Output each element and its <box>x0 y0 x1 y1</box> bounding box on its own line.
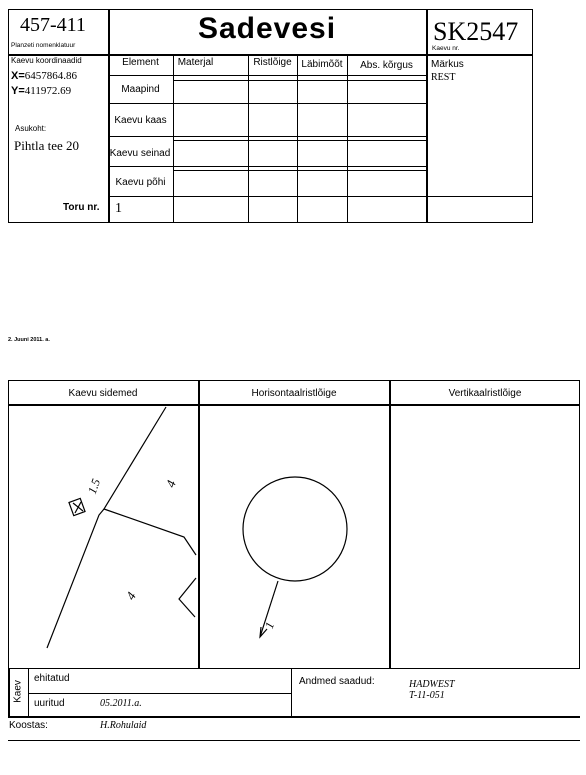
sketch-label: 1.5 <box>84 476 104 496</box>
data-source-value: T-11-051 <box>409 690 445 701</box>
divider <box>28 693 291 694</box>
sketch-label: 4 <box>122 589 139 603</box>
section-title-connections: Kaevu sidemed <box>68 388 138 399</box>
divider <box>8 54 533 56</box>
nomenclature: 457-411 <box>20 14 86 36</box>
divider <box>108 75 426 76</box>
well-circle <box>243 477 347 581</box>
data-source-label: Andmed saadud: <box>299 676 375 687</box>
divider <box>291 669 292 716</box>
plot-boundary <box>47 509 104 648</box>
column-header: Abs. kõrgus <box>360 60 413 71</box>
cross-section-sketch <box>200 405 389 668</box>
pipe-label: Toru nr. <box>63 202 100 213</box>
coord-x-label: X= <box>11 70 25 82</box>
divider <box>8 716 580 718</box>
column-header: Läbimõõt <box>301 59 343 70</box>
plot-boundary <box>104 407 196 555</box>
divider <box>426 9 428 223</box>
divider <box>108 136 426 137</box>
divider <box>173 170 426 171</box>
section-title-vertical: Vertikaalristlõige <box>448 388 522 399</box>
coord-y <box>11 85 71 97</box>
column-header: Ristlõige <box>253 57 292 68</box>
section-title-horizontal: Horisontaalristlõige <box>251 388 337 399</box>
column-header: Materjal <box>177 57 214 68</box>
coord-y-value: 411972.69 <box>24 85 72 97</box>
remark-value: REST <box>431 72 456 83</box>
side-label: Kaev <box>12 680 24 703</box>
address-label: Asukoht: <box>15 124 47 133</box>
divider <box>108 196 533 197</box>
built-label: ehitatud <box>34 673 70 684</box>
divider <box>108 166 426 167</box>
divider <box>173 140 426 141</box>
row-label: Maapind <box>121 84 160 95</box>
sketch-label: 1 <box>261 620 278 631</box>
connections-sketch <box>9 405 198 668</box>
compiled-value: H.Rohulaid <box>100 720 147 731</box>
well-number-caption: Kaevu nr. <box>432 45 460 52</box>
well-symbol <box>69 498 85 515</box>
divider <box>8 740 580 741</box>
column-header: Element <box>122 57 159 68</box>
data-source-value: HADWEST <box>409 679 455 690</box>
coordinates-label: Kaevu koordinaadid <box>11 56 82 65</box>
coord-x-value: 6457864.86 <box>24 70 78 82</box>
divider <box>389 380 391 669</box>
pipe-value: 1 <box>115 201 122 216</box>
coord-y-label: Y= <box>11 85 25 97</box>
page-title: Sadevesi <box>197 12 337 45</box>
compiled-label: Koostas: <box>9 720 48 731</box>
divider <box>108 103 426 104</box>
sketch-label: 4 <box>162 478 179 490</box>
plot-boundary <box>179 578 196 617</box>
row-label: Kaevu kaas <box>114 115 167 126</box>
divider <box>8 669 10 716</box>
date: 2. Juuni 2011. a. <box>8 337 50 343</box>
coord-x <box>11 70 77 82</box>
surveyed-value: 05.2011.a. <box>100 698 142 709</box>
address-value: Pihtla tee 20 <box>14 138 79 153</box>
surveyed-label: uuritud <box>34 698 65 709</box>
row-label: Kaevu seinad <box>109 148 171 159</box>
row-label: Kaevu põhi <box>115 177 166 188</box>
divider <box>173 80 426 81</box>
column-header: Märkus <box>431 59 464 70</box>
arrow-icon <box>260 627 267 637</box>
nomenclature-caption: Planzeti nomenklatuur <box>11 42 76 49</box>
well-number: SK2547 <box>433 17 519 46</box>
